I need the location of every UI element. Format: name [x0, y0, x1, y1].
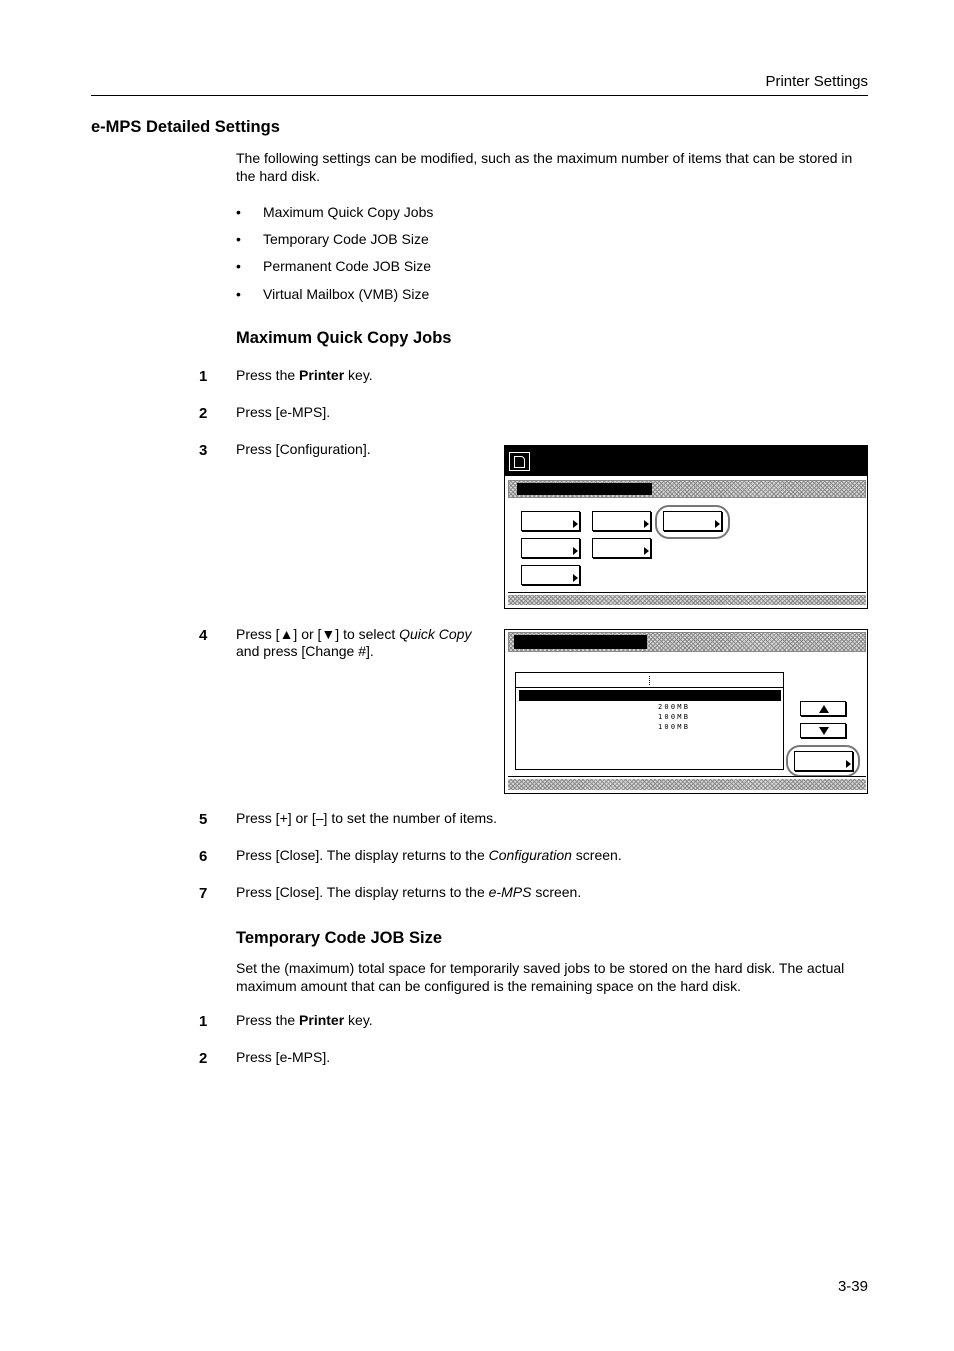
config-key[interactable]: [592, 511, 651, 531]
step-text: Press [Close]. The display returns to the Configuration screen.: [236, 847, 622, 863]
header-rule: [91, 95, 868, 96]
arrow-icon: [573, 547, 578, 555]
list-row-selected[interactable]: [519, 690, 781, 701]
triangle-up-icon: [819, 705, 829, 713]
scroll-down-button[interactable]: [800, 723, 846, 738]
section-intro: The following settings can be modified, such as the maximum number of items that can be stored in the hard disk.: [236, 150, 853, 184]
subsection-intro: Set the (maximum) total space for temporarily saved jobs to be stored on the hard disk. The actual maximum amount that can be configured is the remaining space on the hard disk.: [236, 960, 845, 994]
step-number: 2: [199, 1050, 208, 1067]
bullet-item: Maximum Quick Copy Jobs: [263, 204, 434, 220]
status-divider: [508, 592, 866, 593]
highlight-ring: [786, 745, 860, 777]
step-text: Press [e-MPS].: [236, 404, 331, 420]
step-text: Press [+] or [–] to set the number of items.: [236, 810, 498, 826]
triangle-down-icon: [819, 727, 829, 735]
highlight-ring: [655, 505, 730, 539]
step-number: 2: [199, 405, 208, 422]
bullet-item: Virtual Mailbox (VMB) Size: [263, 286, 430, 302]
config-key[interactable]: [592, 538, 651, 558]
quick-copy-list-screen: [504, 629, 868, 794]
section-title: e-MPS Detailed Settings: [91, 118, 280, 136]
step-text: Press the Printer key.: [236, 1012, 373, 1028]
config-key[interactable]: [521, 538, 580, 558]
arrow-icon: [573, 574, 578, 582]
subsection-title: Temporary Code JOB Size: [236, 929, 443, 947]
bullet-item: Temporary Code JOB Size: [263, 231, 429, 247]
step-number: 3: [199, 442, 208, 459]
step-number: 1: [199, 1013, 208, 1030]
printer-mode-icon[interactable]: [509, 452, 530, 471]
step-text: Press [Close]. The display returns to the e-MPS screen.: [236, 884, 582, 900]
subsection-title: Maximum Quick Copy Jobs: [236, 329, 452, 347]
bullet-mark: •: [236, 204, 241, 220]
list-row-value[interactable]: 1 0 0 M B: [658, 723, 687, 731]
step-text: Press [▲] or [▼] to select Quick Copy and press [Change #].: [236, 626, 472, 659]
config-key[interactable]: [521, 565, 580, 585]
step-number: 5: [199, 811, 208, 828]
step-text: Press the Printer key.: [236, 367, 373, 383]
list-header-rule: [516, 687, 783, 688]
configuration-screen: [504, 445, 868, 609]
status-bar: [508, 595, 866, 605]
status-bar: [508, 779, 866, 790]
page-number: 3-39: [837, 1278, 868, 1295]
settings-list: [515, 672, 784, 770]
list-row-value[interactable]: 1 0 0 M B: [658, 713, 687, 721]
list-row-value[interactable]: 2 0 0 M B: [658, 703, 687, 711]
scroll-up-button[interactable]: [800, 701, 846, 716]
step-number: 4: [199, 627, 208, 644]
screen-title-bar: [505, 446, 868, 476]
arrow-icon: [644, 547, 649, 555]
bullet-mark: •: [236, 286, 241, 302]
list-column-divider: [649, 676, 650, 685]
step-number: 1: [199, 368, 208, 385]
step-number: 6: [199, 848, 208, 865]
bullet-item: Permanent Code JOB Size: [263, 258, 432, 274]
config-key[interactable]: [521, 511, 580, 531]
running-header: Printer Settings: [765, 73, 868, 90]
step-number: 7: [199, 885, 208, 902]
step-text: Press [Configuration].: [236, 441, 371, 457]
screen-heading-block: [514, 635, 647, 649]
bullet-mark: •: [236, 258, 241, 274]
screen-heading-block: [517, 483, 652, 495]
status-divider: [508, 776, 866, 777]
arrow-icon: [644, 520, 649, 528]
step-text: Press [e-MPS].: [236, 1049, 331, 1065]
arrow-icon: [573, 520, 578, 528]
bullet-mark: •: [236, 231, 241, 247]
